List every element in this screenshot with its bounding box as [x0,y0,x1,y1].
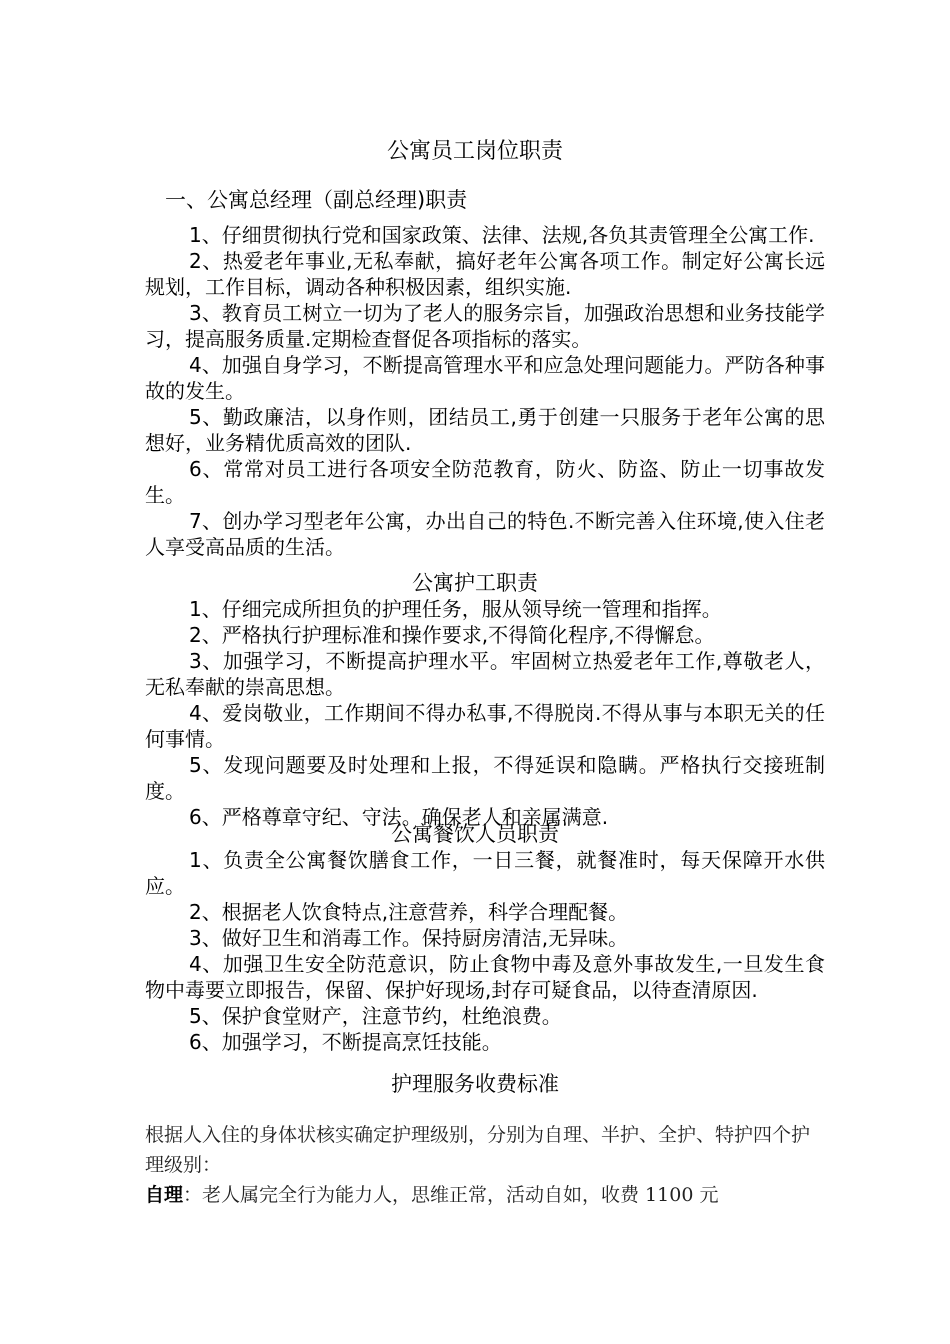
list-item: 3、做好卫生和消毒工作。保持厨房清洁,无异味。 [189,926,629,950]
section-heading-fees: 护理服务收费标准 [391,1072,559,1096]
list-item: 2、热爱老年事业,无私奉献，搞好老年公寓各项工作。制定好公寓长远规划，工作目标，调动各种积极因素，组织实施. [145,249,825,299]
list-item: 6、加强学习，不断提高烹饪技能。 [189,1030,502,1054]
list-item: 7、创办学习型老年公寓，办出自己的特色.不断完善入住环境,使入住老人享受高品质的生活。 [145,509,825,559]
list-item: 6、严格尊章守纪、守法。确保老人和亲属满意. [189,805,609,829]
self-care-text: ：老人属完全行为能力人，思维正常，活动自如，收费 1100 元 [183,1184,719,1206]
caregiver-duties-list [145,596,825,830]
document-title: 公寓员工岗位职责 [386,139,563,164]
list-item: 4、爱岗敬业，工作期间不得办私事,不得脱岗.不得从事与本职无关的任何事情。 [145,701,825,751]
section-heading-catering: 公寓餐饮人员职责 [391,822,559,846]
list-item: 3、加强学习，不断提高护理水平。牢固树立热爱老年工作,尊敬老人，无私奉献的崇高思想。 [145,649,825,699]
list-item: 3、教育员工树立一切为了老人的服务宗旨，加强政治思想和业务技能学习，提高服务质量.定期检查督促各项指标的落实。 [145,301,825,351]
list-item: 1、仔细贯彻执行党和国家政策、法律、法规,各负其责管理全公寓工作. [189,223,815,247]
list-item: 1、负责全公寓餐饮膳食工作，一日三餐，就餐准时，每天保障开水供应。 [145,848,825,898]
section-heading-caregiver: 公寓护工职责 [412,571,538,595]
fees-intro-paragraph: 根据人入住的身体状核实确定护理级别，分别为自理、半护、全护、特护四个护理级别： [145,1124,811,1176]
self-care-paragraph [145,1180,825,1210]
list-item: 4、加强卫生安全防范意识，防止食物中毒及意外事故发生,一旦发生食物中毒要立即报告，保留、保护好现场,封存可疑食品，以待查清原因. [145,952,825,1002]
catering-duties-list [145,847,825,1055]
list-item: 2、根据老人饮食特点,注意营养，科学合理配餐。 [189,900,629,924]
self-care-label: 自理 [145,1184,184,1206]
manager-duties-list [145,222,825,560]
section-heading-manager: 一、公寓总经理（副总经理)职责 [165,188,468,212]
list-item: 5、发现问题要及时处理和上报，不得延误和隐瞒。严格执行交接班制度。 [145,753,825,803]
list-item: 5、保护食堂财产，注意节约，杜绝浪费。 [189,1004,562,1028]
list-item: 5、勤政廉洁，以身作则，团结员工,勇于创建一只服务于老年公寓的思想好，业务精优质高效的团队. [145,405,825,455]
list-item: 6、常常对员工进行各项安全防范教育，防火、防盗、防止一切事故发生。 [145,457,825,507]
list-item: 4、加强自身学习，不断提高管理水平和应急处理问题能力。严防各种事故的发生。 [145,353,825,403]
list-item: 1、仔细完成所担负的护理任务，服从领导统一管理和指挥。 [189,597,722,621]
list-item: 2、严格执行护理标准和操作要求,不得简化程序,不得懈怠。 [189,623,715,647]
